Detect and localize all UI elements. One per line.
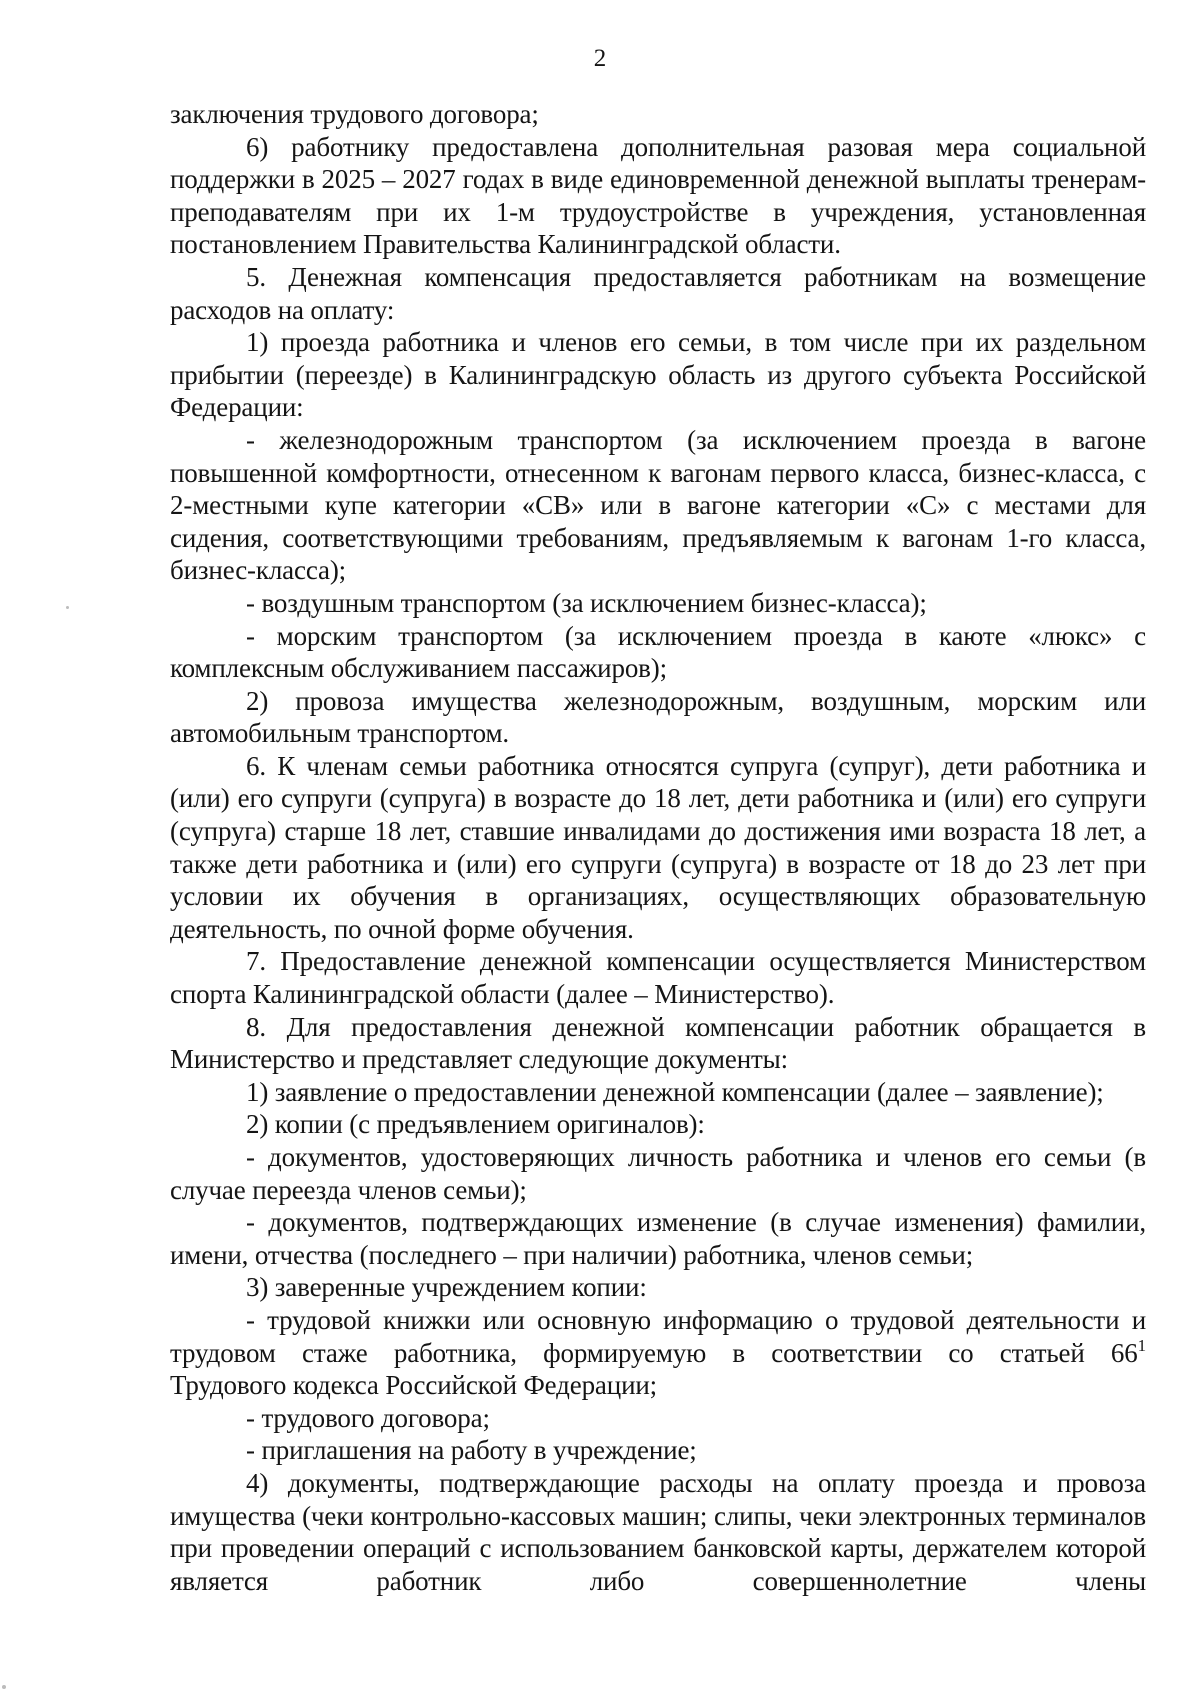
employment-record-text: - трудовой книжки или основную информацию о трудовой деятельности и трудовом стаже работника, формируемую в соответствии со статьей 66	[170, 1304, 1146, 1368]
scan-speck	[2, 1685, 6, 1689]
paragraph-clause-6: 6. К членам семьи работника относятся супруга (супруг), дети работника и (или) его супруги (супруга) в возрасте до 18 лет, дети работника и (или) его супруги (супруга) старше 18 лет, ставшие инвалидами до достижения ими возраста 18 лет, а также дети работника и (или) его супруги (супруга) в возрасте от 18 до 23 лет при условии их обучения в организациях, осуществляющих образовательную деятельность, по очной форме обучения.	[170, 750, 1146, 944]
paragraph-clause-8: 8. Для предоставления денежной компенсации работник обращается в Министерство и представляет следующие документы:	[170, 1011, 1146, 1075]
paragraph-travel-costs: 1) проезда работника и членов его семьи, в том числе при их раздельном прибытии (переезде) в Калининградскую область из другого субъекта Российской Федерации:	[170, 327, 1146, 423]
paragraph-application: 1) заявление о предоставлении денежной компенсации (далее – заявление);	[246, 1076, 1104, 1107]
paragraph-clause-7: 7. Предоставление денежной компенсации осуществляется Министерством спорта Калининградской области (далее – Министерство).	[170, 946, 1146, 1010]
paragraph-continuation: заключения трудового договора;	[170, 99, 539, 129]
paragraph-copies: 2) копии (с предъявлением оригиналов):	[246, 1109, 705, 1140]
paragraph-identity-documents: - документов, удостоверяющих личность работника и членов его семьи (в случае переезда членов семьи);	[170, 1142, 1146, 1205]
paragraph-item-6-support: 6) работнику предоставлена дополнительная разовая мера социальной поддержки в 2025 – 2027 годах в виде единовременной денежной выплаты тренерам-преподавателям при их 1-м трудоустройстве в учреждения, установленная постановлением Правительства Калининградской области.	[170, 131, 1146, 260]
paragraph-expense-documents: 4) документы, подтверждающие расходы на оплату проезда и провоза имущества (чеки контрольно-кассовых машин; слипы, чеки электронных терминалов при проведении операций с использованием банковской карты, держателем которой является работник либо совершеннолетние члены	[170, 1467, 1146, 1596]
paragraph-labor-code: Трудового кодекса Российской Федерации;	[170, 1370, 658, 1401]
paragraph-name-change-documents: - документов, подтверждающих изменение (в случае изменения) фамилии, имени, отчества (последнего – при наличии) работника, членов семьи;	[170, 1207, 1146, 1270]
document-body	[170, 98, 1146, 1597]
paragraph-job-invitation: - приглашения на работу в учреждение;	[246, 1435, 697, 1466]
paragraph-air-transport: - воздушным транспортом (за исключением бизнес-класса);	[246, 587, 927, 618]
scan-speck	[66, 606, 69, 609]
paragraph-certified-copies: 3) заверенные учреждением копии:	[246, 1272, 647, 1303]
paragraph-clause-5: 5. Денежная компенсация предоставляется работникам на возмещение расходов на оплату:	[170, 261, 1146, 325]
paragraph-employment-record	[170, 1304, 1146, 1369]
paragraph-sea-transport: - морским транспортом (за исключением проезда в каюте «люкс» с комплексным обслуживанием пассажиров);	[170, 620, 1146, 684]
article-superscript: 1	[1137, 1335, 1146, 1355]
page-number: 2	[593, 45, 607, 72]
paragraph-railway-transport: - железнодорожным транспортом (за исключением проезда в вагоне повышенной комфортности, отнесенном к вагонам первого класса, бизнес-класса, с 2-местными купе категории «СВ» или в вагоне категории «С» с местами для сидения, соответствующими требованиям, предъявляемым к вагонам 1-го класса, бизнес-класса);	[170, 424, 1146, 586]
paragraph-property-transport: 2) провоза имущества железнодорожным, воздушным, морским или автомобильным транспортом.	[170, 685, 1146, 749]
paragraph-employment-contract: - трудового договора;	[246, 1402, 490, 1433]
